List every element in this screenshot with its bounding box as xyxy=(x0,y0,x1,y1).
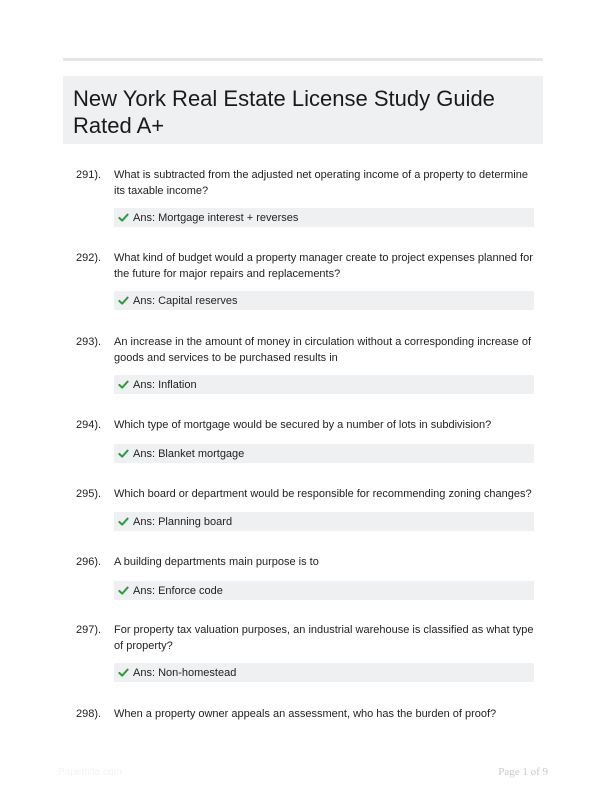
answer-text: Ans: Enforce code xyxy=(133,584,223,597)
question-text: For property tax valuation purposes, an industrial warehouse is classified as what type of property? xyxy=(114,624,534,652)
question-text: Which board or department would be responsible for recommending zoning changes? xyxy=(114,488,532,500)
check-icon xyxy=(118,295,129,306)
answer-text: Ans: Mortgage interest + reverses xyxy=(133,211,299,224)
answer-box xyxy=(114,291,534,310)
answer-box xyxy=(114,663,534,682)
answer-text: Ans: Planning board xyxy=(133,515,233,528)
answer-box xyxy=(114,208,534,227)
question-number: 292). xyxy=(76,252,102,264)
check-icon xyxy=(118,212,129,223)
document-title: New York Real Estate License Study Guide Rated A+ xyxy=(73,86,495,138)
question-number: 295). xyxy=(76,488,102,500)
answer-text: Ans: Non-homestead xyxy=(133,666,237,679)
page-indicator: Page 1 of 9 xyxy=(498,766,548,778)
check-icon xyxy=(118,516,129,527)
question-number: 297). xyxy=(76,624,102,636)
question-text: An increase in the amount of money in circulation without a corresponding increase of goods and services to be purchased results in xyxy=(114,336,532,364)
question-number: 296). xyxy=(76,556,102,568)
answer-text: Ans: Blanket mortgage xyxy=(133,447,245,460)
check-icon xyxy=(118,448,129,459)
question-number: 291). xyxy=(76,169,102,181)
check-icon xyxy=(118,667,129,678)
top-divider xyxy=(63,58,543,61)
footer-watermark: Papertitle.com xyxy=(58,767,122,778)
answer-text: Ans: Inflation xyxy=(133,378,197,391)
question-number: 298). xyxy=(76,708,102,720)
check-icon xyxy=(118,379,129,390)
question-number: 293). xyxy=(76,336,102,348)
answer-box xyxy=(114,444,534,463)
question-text: Which type of mortgage would be secured by a number of lots in subdivision? xyxy=(114,419,492,431)
question-text: What kind of budget would a property manager create to project expenses planned for the future for major repairs and replacements? xyxy=(114,252,533,280)
check-icon xyxy=(118,585,129,596)
answer-text: Ans: Capital reserves xyxy=(133,294,238,307)
question-text: When a property owner appeals an assessment, who has the burden of proof? xyxy=(114,708,497,720)
answer-box xyxy=(114,581,534,600)
question-text: What is subtracted from the adjusted net operating income of a property to determine its taxable income? xyxy=(114,169,528,197)
title-banner xyxy=(63,76,543,144)
question-text: A building departments main purpose is to xyxy=(114,556,319,568)
answer-box xyxy=(114,512,534,531)
answer-box xyxy=(114,375,534,394)
question-number: 294). xyxy=(76,419,102,431)
